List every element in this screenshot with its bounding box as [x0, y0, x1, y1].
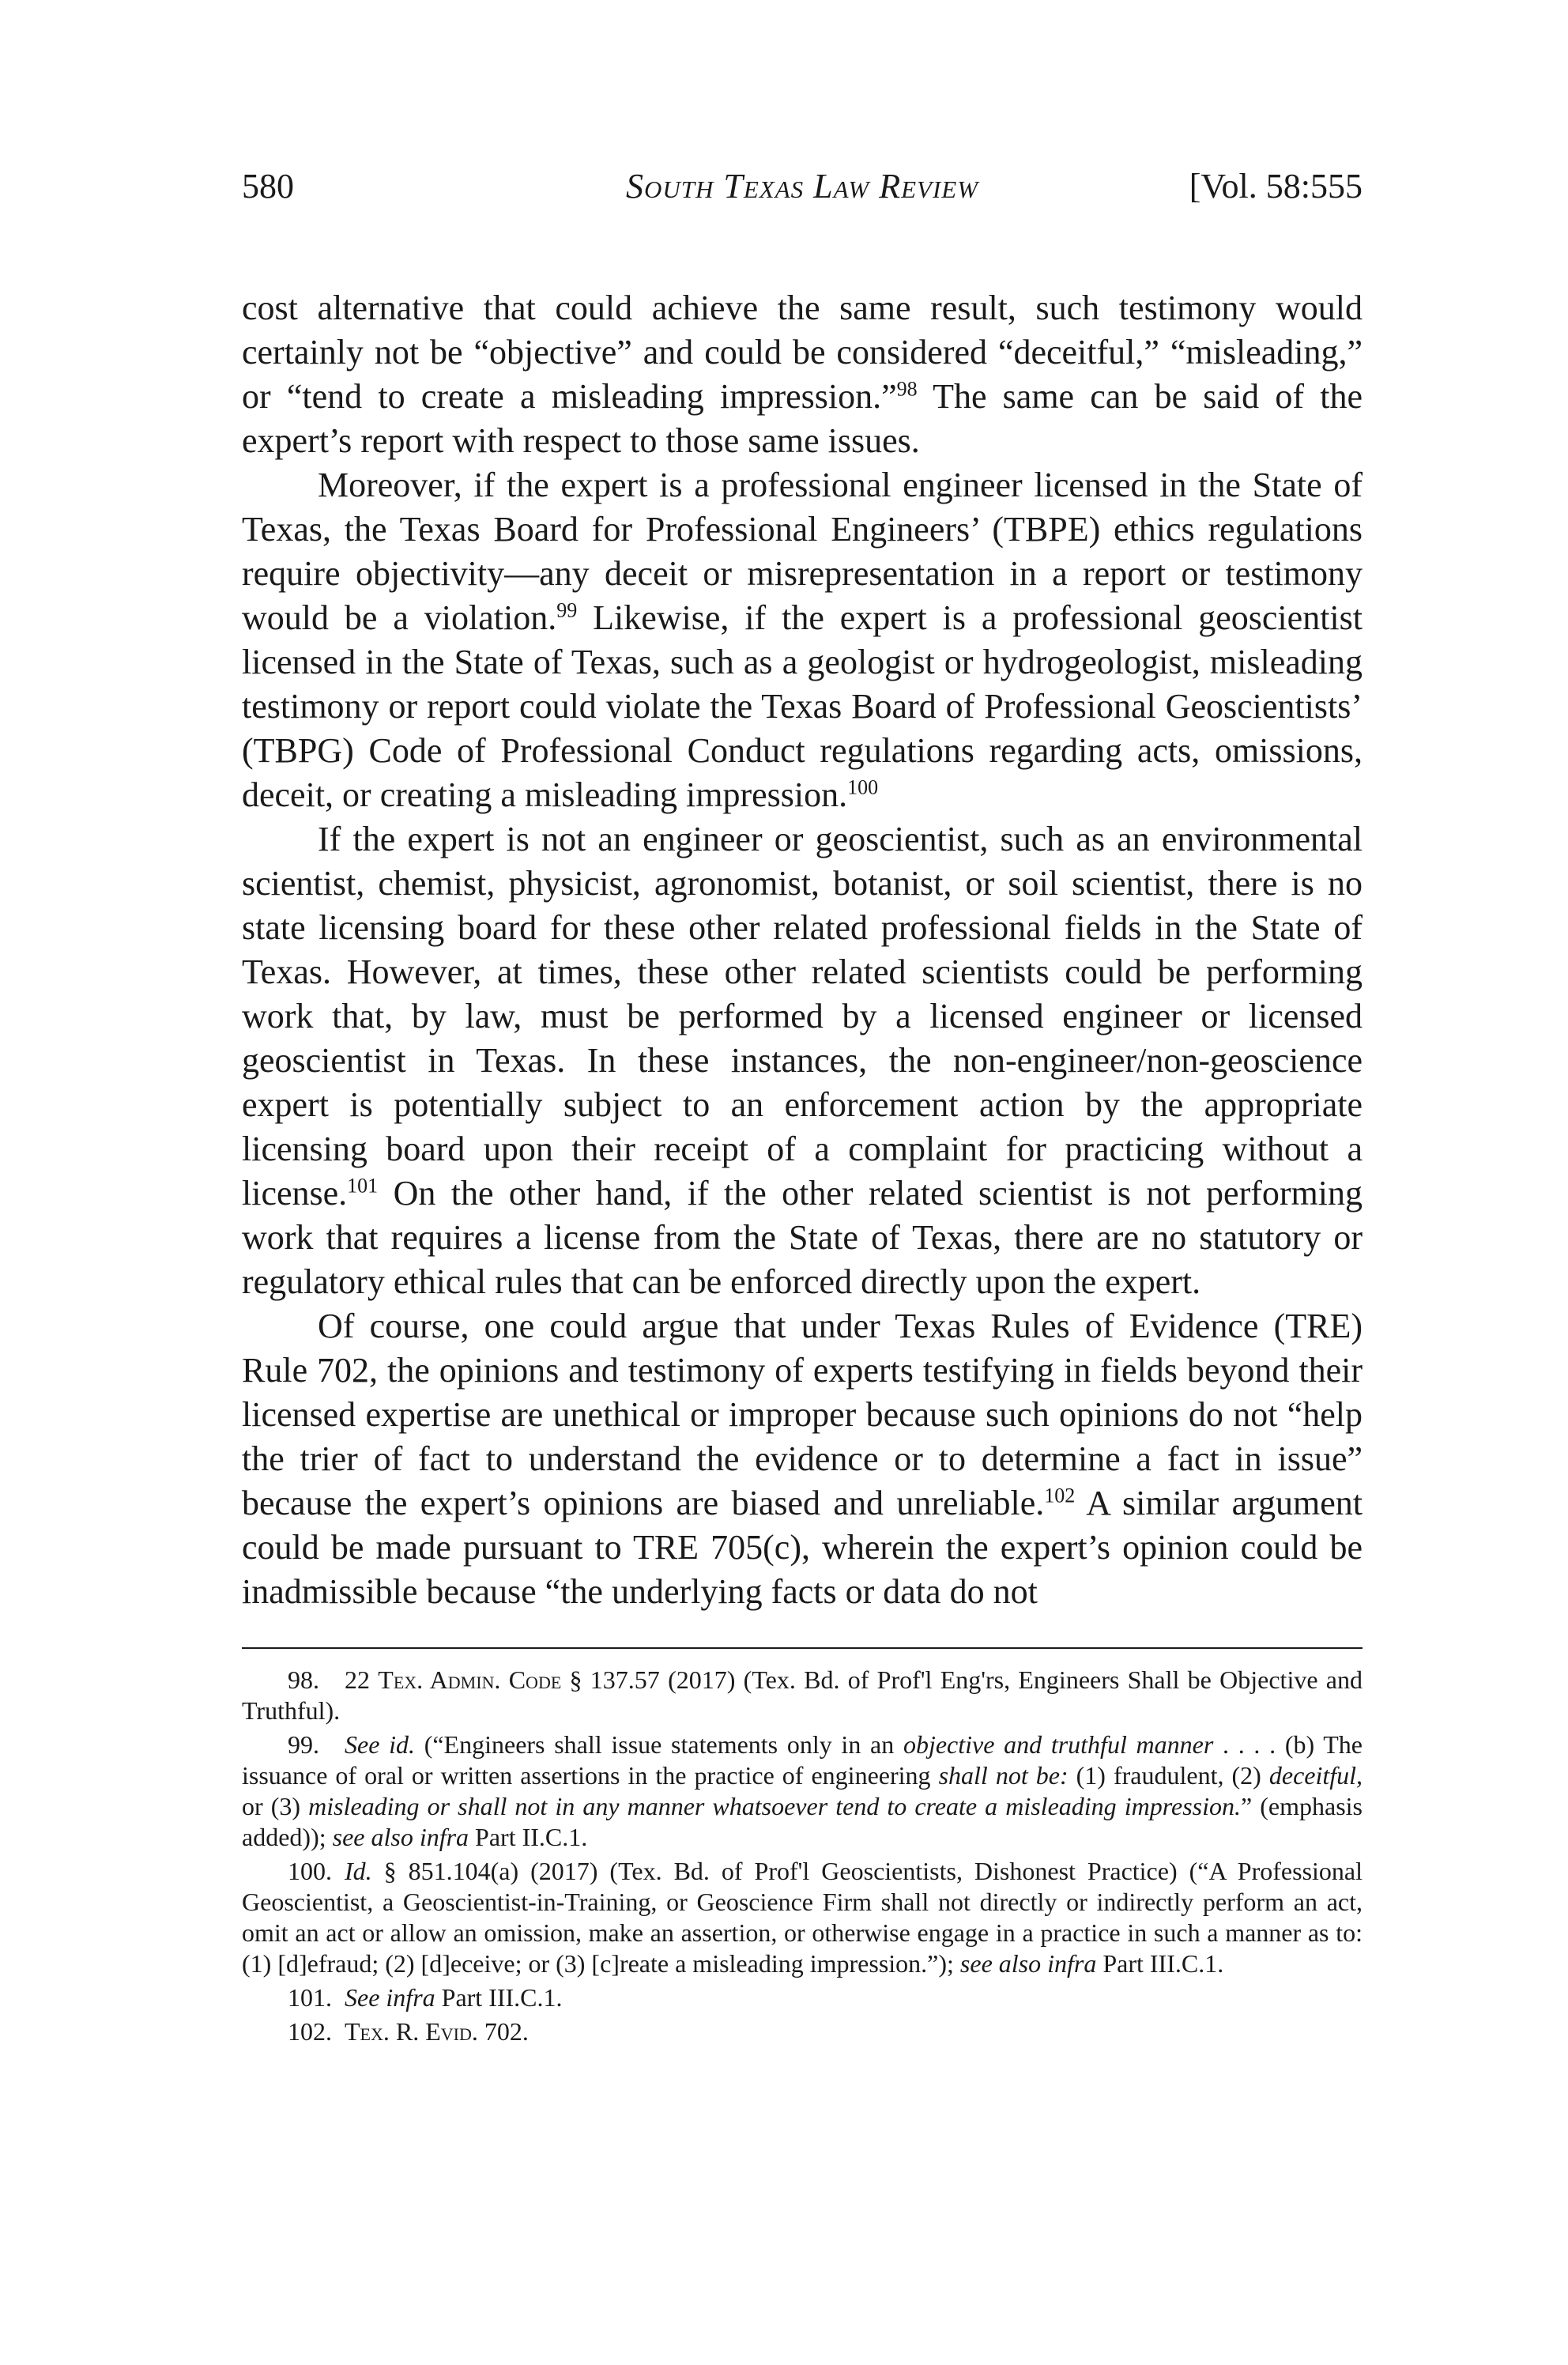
footnote-text: Part III.C.1.: [1096, 1949, 1224, 1978]
footnote-text: (1) fraudulent, (2): [1068, 1761, 1269, 1790]
paragraph-text: Moreover, if the expert is a professional engineer licensed in the State of Texas, the Texas Board for Professional Engineers’ (TBPE) ethics regulations require objectivity—any deceit or misrepresentation in a report or testimony would be a violation.: [242, 466, 1363, 637]
footnote-marker: 98: [896, 377, 918, 401]
paragraph-text: If the expert is not an engineer or geoscientist, such as an environmental scientist, chemist, physicist, agronomist, botanist, or soil scientist, there is no state licensing board for these other related professional fields in the State of Texas. However, at times, these other related scientists could be performing work that, by law, must be performed by a licensed engineer or licensed geoscientist in Texas. In these instances, the non-engineer/non-geoscience expert is potentially subject to an enforcement action by the appropriate licensing board upon their receipt of a complaint for practicing without a license.: [242, 820, 1363, 1213]
paragraph: [242, 817, 1363, 1304]
paragraph-text: Likewise, if the expert is a professional geoscientist licensed in the State of Texas, such as a geologist or hydrogeologist, misleading testimony or report could violate the Texas Board of Professional Geoscientists’ (TBPG) Code of Professional Conduct regulations regarding acts, omissions, deceit, or creating a misleading impression.: [242, 598, 1363, 814]
footnote-text: (“Engineers shall issue statements only in an: [415, 1730, 903, 1759]
footnote-text: deceitful,: [1268, 1761, 1363, 1790]
footnote-text: see also infra: [332, 1823, 469, 1851]
footnote-marker: 100: [847, 775, 879, 799]
footnote-text: or (3): [242, 1792, 309, 1820]
footnote-99: [242, 1729, 1363, 1853]
footnote-text: 22: [345, 1665, 379, 1694]
footnote-102: [242, 2016, 1363, 2047]
paragraph-text: Of course, one could argue that under Texas Rules of Evidence (TRE) Rule 702, the opinions and testimony of experts testifying in fields beyond their licensed expertise are unethical or improper because such opinions do not “help the trier of fact to understand the evidence or to determine a fact in issue” because the expert’s opinions are biased and unreliable.: [242, 1307, 1363, 1522]
footnote-text: See infra: [345, 1983, 435, 2012]
footnote-text: § 851.104(a) (2017) (Tex. Bd. of Prof'l Geoscientists, Dishonest Practice) (“A Professional Geoscientist, a Geoscientist-in-Training, or Geoscience Firm shall not directly or indirectly perform an act, omit an act or allow an omission, make an assertion, or otherwise engage in a practice in such a manner as to: (1) [d]efraud; (2) [d]eceive; or (3) [c]reate a misleading impression.”);: [242, 1857, 1363, 1978]
footnote-text: shall not be:: [938, 1761, 1069, 1790]
footnote-text: Tex. R. Evid.: [345, 2017, 478, 2046]
footnote-text: 702.: [477, 2017, 529, 2046]
journal-title: South Texas Law Review: [625, 167, 979, 206]
footnote-text: see also infra: [959, 1949, 1097, 1978]
footnote-text: Tex. Admin. Code: [378, 1665, 562, 1694]
footnote-number: 99.: [288, 1730, 319, 1759]
main-text: [242, 286, 1363, 1614]
footnotes: [242, 1665, 1363, 2050]
footnote-marker: 99: [556, 598, 578, 622]
paragraph-text: The same can be said of the expert’s report with respect to those same issues.: [242, 377, 1363, 460]
footnote-text: . . . . (b) The issuance of oral or written assertions in the practice of engineering: [242, 1730, 1363, 1790]
paragraph-text: cost alternative that could achieve the same result, such testimony would certainly not be “objective” and could be considered “deceitful,” “misleading,” or “tend to create a misleading impression.”: [242, 289, 1363, 416]
paragraph: [242, 286, 1363, 463]
running-head: [242, 166, 1363, 221]
footnote-98: [242, 1665, 1363, 1726]
volume-citation: [Vol. 58:555: [1189, 167, 1363, 206]
paragraph-text: A similar argument could be made pursuant to TRE 705(c), wherein the expert’s opinion could be inadmissible because “the underlying facts or data do not: [242, 1484, 1363, 1611]
footnote-text: ” (emphasis added));: [242, 1792, 1363, 1851]
footnote-text: Part II.C.1.: [469, 1823, 588, 1851]
footnote-number: 100.: [288, 1857, 332, 1885]
footnote-101: [242, 1982, 1363, 2013]
footnote-text: § 137.57 (2017) (Tex. Bd. of Prof'l Eng'rs, Engineers Shall be Objective and Truthful).: [242, 1665, 1363, 1725]
footnote-divider: [242, 1647, 1363, 1649]
footnote-text: Id.: [345, 1857, 372, 1885]
footnote-marker: 101: [347, 1174, 379, 1198]
page-number: 580: [242, 167, 294, 206]
footnote-text: See id.: [345, 1730, 415, 1759]
paragraph: [242, 1304, 1363, 1614]
footnote-text: objective and truthful manner: [903, 1730, 1214, 1759]
footnote-number: 98.: [288, 1665, 319, 1694]
footnote-marker: 102: [1044, 1484, 1076, 1507]
paragraph-text: On the other hand, if the other related scientist is not performing work that requires a license from the State of Texas, there are no statutory or regulatory ethical rules that can be enforced directly upon the expert.: [242, 1174, 1363, 1301]
paragraph: [242, 463, 1363, 817]
footnote-text: misleading or shall not in any manner whatsoever tend to create a misleading impression.: [308, 1792, 1241, 1820]
footnote-text: Part III.C.1.: [435, 1983, 563, 2012]
footnote-100: [242, 1856, 1363, 1979]
footnote-number: 101.: [288, 1983, 332, 2012]
footnote-number: 102.: [288, 2017, 332, 2046]
